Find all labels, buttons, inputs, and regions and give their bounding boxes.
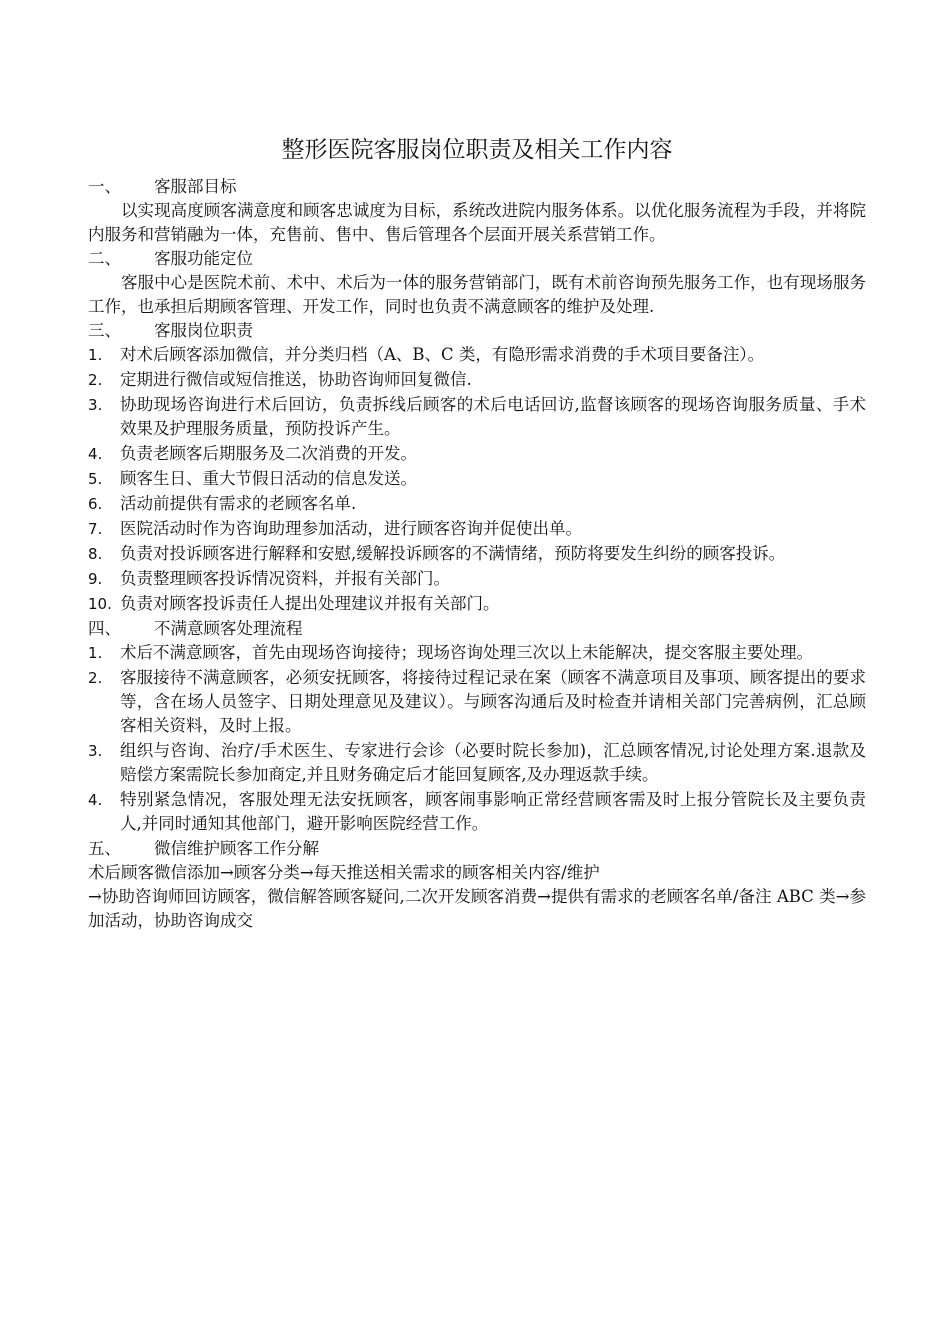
list-item xyxy=(88,567,866,591)
list-item xyxy=(88,343,866,367)
list-item xyxy=(88,592,866,616)
list-item-text: 负责老顾客后期服务及二次消费的开发。 xyxy=(120,444,417,463)
section-number: 三、 xyxy=(88,321,121,340)
list-item-text: 定期进行微信或短信推送，协助咨询师回复微信. xyxy=(120,370,472,389)
list-item-number: 1. xyxy=(88,346,103,364)
list-item xyxy=(88,517,866,541)
document-title: 整形医院客服岗位职责及相关工作内容 xyxy=(281,137,673,163)
list-item-number: 9. xyxy=(88,570,103,588)
list-item-text: 顾客生日、重大节假日活动的信息发送。 xyxy=(120,469,417,488)
list-item-number: 3. xyxy=(88,742,103,760)
section-2-paragraph: 客服中心是医院术前、术中、术后为一体的服务营销部门，既有术前咨询预先服务工作，也有现场服务工作，也承担后期顾客管理、开发工作，同时也负责不满意顾客的维护及处理. xyxy=(88,273,866,316)
section-number: 二、 xyxy=(88,249,121,268)
section-title: 微信维护顾客工作分解 xyxy=(154,839,319,858)
list-item-number: 3. xyxy=(88,396,103,414)
list-item-text: 特别紧急情况，客服处理无法安抚顾客，顾客闹事影响正常经营顾客需及时上报分管院长及主要负责人,并同时通知其他部门，避开影响医院经营工作。 xyxy=(120,790,866,833)
list-item-number: 2. xyxy=(88,669,103,687)
list-item-text: 医院活动时作为咨询助理参加活动，进行顾客咨询并促使出单。 xyxy=(120,519,582,538)
list-item xyxy=(88,739,866,787)
list-item-number: 10. xyxy=(88,595,112,613)
wechat-flow-line-2: →协助咨询师回访顾客，微信解答顾客疑问,二次开发顾客消费→提供有需求的老顾客名单/备注 ABC 类→参加活动，协助咨询成交 xyxy=(88,887,866,930)
list-item xyxy=(88,641,866,665)
section-title: 客服岗位职责 xyxy=(154,321,253,340)
list-item xyxy=(88,666,866,738)
list-item-number: 6. xyxy=(88,495,103,513)
document-page xyxy=(88,133,866,933)
list-item xyxy=(88,467,866,491)
section-number: 一、 xyxy=(88,177,121,196)
list-item xyxy=(88,393,866,441)
list-item-number: 8. xyxy=(88,545,103,563)
section-number: 四、 xyxy=(88,619,121,638)
section-title: 不满意顾客处理流程 xyxy=(154,619,303,638)
duties-list xyxy=(88,343,866,616)
list-item-text: 负责整理顾客投诉情况资料，并报有关部门。 xyxy=(120,569,450,588)
section-heading-1 xyxy=(88,175,866,199)
list-item-text: 客服接待不满意顾客，必须安抚顾客，将接待过程记录在案（顾客不满意项目及事项、顾客提出的要求等，含在场人员签字、日期处理意见及建议）。与顾客沟通后及时检查并请相关部门完善病例，汇总顾客相关资料，及时上报。 xyxy=(120,668,866,735)
section-heading-2 xyxy=(88,247,866,271)
section-title: 客服部目标 xyxy=(154,177,237,196)
list-item-number: 4. xyxy=(88,445,103,463)
list-item-text: 术后不满意顾客，首先由现场咨询接待；现场咨询处理三次以上未能解决，提交客服主要处理。 xyxy=(120,643,813,662)
list-item-text: 协助现场咨询进行术后回访，负责拆线后顾客的术后电话回访,监督该顾客的现场咨询服务质量、手术效果及护理服务质量，预防投诉产生。 xyxy=(120,395,866,438)
list-item-text: 组织与咨询、治疗/手术医生、专家进行会诊（必要时院长参加)，汇总顾客情况,讨论处理方案.退款及赔偿方案需院长参加商定,并且财务确定后才能回复顾客,及办理返款手续。 xyxy=(120,741,866,784)
list-item-text: 对术后顾客添加微信，并分类归档（A、B、C 类，有隐形需求消费的手术项目要备注）。 xyxy=(120,345,765,364)
list-item xyxy=(88,492,866,516)
list-item-number: 4. xyxy=(88,791,103,809)
list-item xyxy=(88,368,866,392)
list-item-number: 5. xyxy=(88,470,103,488)
section-heading-4 xyxy=(88,617,866,641)
list-item-text: 负责对投诉顾客进行解释和安慰,缓解投诉顾客的不满情绪，预防将要发生纠纷的顾客投诉。 xyxy=(120,544,786,563)
section-title: 客服功能定位 xyxy=(154,249,253,268)
section-number: 五、 xyxy=(88,839,121,858)
list-item xyxy=(88,442,866,466)
wechat-flow-line-1: 术后顾客微信添加→顾客分类→每天推送相关需求的顾客相关内容/维护 xyxy=(88,863,600,882)
section-1-paragraph: 以实现高度顾客满意度和顾客忠诚度为目标，系统改进院内服务体系。以优化服务流程为手段，并将院内服务和营销融为一体，充售前、售中、售后管理各个层面开展关系营销工作。 xyxy=(88,201,866,244)
list-item-number: 1. xyxy=(88,644,103,662)
section-heading-3 xyxy=(88,319,866,343)
section-heading-5 xyxy=(88,837,866,861)
list-item xyxy=(88,542,866,566)
list-item-text: 负责对顾客投诉责任人提出处理建议并报有关部门。 xyxy=(120,594,500,613)
list-item xyxy=(88,788,866,836)
complaint-process-list xyxy=(88,641,866,836)
list-item-text: 活动前提供有需求的老顾客名单. xyxy=(120,494,357,513)
list-item-number: 2. xyxy=(88,371,103,389)
list-item-number: 7. xyxy=(88,520,103,538)
